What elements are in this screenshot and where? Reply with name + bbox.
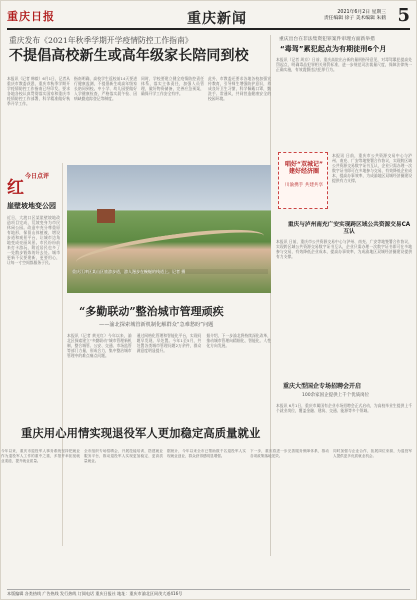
right-top-title: “毒驾”累犯起点为有期徒刑6个月 <box>280 44 387 53</box>
right-top-kicker: 重庆出台在非法集资犯罪案件审理方面新举措 <box>279 37 375 42</box>
pavilion-image <box>97 209 115 223</box>
top-story-body <box>7 76 271 162</box>
right-bottom-title: 重庆大型国企专场招聘会开启 <box>283 383 362 390</box>
text-column: 本报讯（记者 黄光红）今年以来，渝北区探索建立“多勤联动”城市管理新机制，整合城管、公安、交通、市场监管等部门力量，形成合力，集中整治城市管理中的难点痛点问题。 <box>67 333 132 359</box>
commentary-label: 今日点评 <box>25 173 50 180</box>
text-column: 下一步，重庆将进一步完善服务保障体系，推动各项政策落地见效。 <box>250 449 329 458</box>
text-column: 同时，学校要建立健全疫情防控责任体系，落实主体责任，加强人员管理，做好物资储备，完善应急预案，确保开学工作安全有序。 <box>141 76 204 97</box>
commentary-title: 崖壁坡地变公园 <box>7 202 56 210</box>
text-column: 据介绍，下一步渝北将持续深化改革，推动城市管理向精细化、智能化、人性化方向发展。 <box>206 333 272 349</box>
bottom-story-body <box>1 449 412 549</box>
special-topic-box <box>278 152 328 209</box>
top-story-kicker: 重庆发布《2021年秋季学期开学疫情防控工作指南》 <box>9 36 193 45</box>
right-mid-body: 本报讯 日前，重庆市公共资源交易中心与泸州、南充、广安等地签署合作协议，实现跨区域公共资源交易数字证书互认，企业只需办理一次数字证书即可在多地参与交易，有效降低企业成本，提高办事效率，为成渝地区双城经济圈建设提供有力支撑。 <box>276 239 412 259</box>
commentary-icon: 红 <box>7 178 24 198</box>
bottom-story-title: 重庆用心用情实现退役军人更加稳定高质量就业 <box>21 426 261 440</box>
text-column: 据统计，今年以来全市已帮助数千名退役军人实现就业创业，群众获得感明显增强。 <box>167 449 246 458</box>
text-column: 通过网格化管理和智能化平台，实现问题早发现、早处置。今年1至5月，共处置各类城市管理问题2万余件，群众满意度明显提升。 <box>136 333 202 354</box>
special-topic-subtitle: 川渝携手 共建共享 <box>284 183 324 188</box>
city-story-title: “多勤联动”整治城市管理顽疾 <box>79 305 224 318</box>
right-bottom-body: 本报讯 6月1日，重庆市属国有企业专场招聘会正式启动，为高校毕业生提供上千个就业岗位，覆盖金融、建筑、交通、能源等多个领域。 <box>276 403 412 413</box>
top-story-title: 不提倡高校新生或高年级家长陪同到校 <box>9 48 249 64</box>
text-column: 此外，市教委还要求各地各校加强宣传教育，引导师生增强防护意识，养成良好卫生习惯，科学佩戴口罩，勤洗手、常通风，共同营造健康安全的校园环境。 <box>208 76 271 102</box>
news-photo <box>67 165 271 293</box>
right-mid-title: 重庆与泸州南充广安实现跨区域公共资源交易CA互认 <box>287 222 411 235</box>
photo-caption: 重庆江津区某山区旅游步道，游人漫步在蜿蜒的栈道上。记者 摄 <box>72 269 268 274</box>
walkway-image <box>74 222 266 276</box>
city-story-subtitle: ——渝北探索城管新机制化解群众“急难愁盼”问题 <box>99 322 214 328</box>
newspaper-logo: 重庆日报 <box>7 10 55 23</box>
text-column: 今年以来，重庆市退役军人事务系统坚持把就业作为退役军人工作的重中之重，多措并举拓宽就业渠道，提升就业质量。 <box>1 449 80 463</box>
text-column: 指南明确，高校学生返校前14天要进行健康监测，不提倡新生或高年级家长陪同到校。中小学、幼儿园要做好入学健康检查，严格落实晨午检、因病缺勤追踪登记等制度。 <box>74 76 137 102</box>
right-top-body: 本报讯（记者 周京）日前，重庆高院出台新的量刑指导意见，对毒驾累犯提高处罚起点，明确毒品犯罪相关刑罚标准，进一步规范司法裁量尺度，保障法律统一正确实施，有效震慑违法犯罪行为。 <box>276 57 412 72</box>
right-bottom-subtitle: 100余家国企提供上千个优质岗位 <box>302 393 370 398</box>
page-number: 5 <box>397 5 410 26</box>
text-column: 全市组织专场招聘会，开展技能培训，搭建就业服务平台，推动退役军人实现更加稳定、更高质量就业。 <box>84 449 163 463</box>
side-text: 本报讯 日前，重庆市公共资源交易中心与泸州、南充、广安等地签署合作协议，实现跨区域公共资源交易数字证书互认，企业只需办理一次数字证书即可在多地参与交易，有效降低企业成本，提高办事效率，为成渝地区双城经济圈建设提供有力支撑。 <box>332 153 412 183</box>
date-edition: 2021年6月2日 星期三 责任编辑 徐子 美术编辑 朱鹤 <box>323 10 386 21</box>
commentary-body: 近日，大渡口区某崖壁坡地改造项目完成，荒坡变身为市民休闲公园。改造中充分尊重原有地形，保留山体植被，增设步道和观景平台，让城市边角地变成亮丽风景。市民纷纷前来打卡游玩，附近居民也多了一处散步锻炼的好去处。城市更新不仅要建新，更要用心，让每一寸空间都服务于民。 <box>7 215 60 265</box>
text-column: 本报讯（记者 韩毅）6月1日，记者从重庆市教委获悉，重庆市秋季学期开学疫情防控工作指南已经印发。要求各地各校认真贯彻落实国家和重庆市疫情防控工作部署，科学精准做好秋季开学工作。 <box>7 76 70 107</box>
text-column: 同时加强与企业合作，拓展岗位来源，为退役军人提供更多优质就业机会。 <box>333 449 412 458</box>
page-footer: 本版编辑 各类热线 广告热线 发行热线 订阅电话 重庆日报社 地址：重庆市渝北区同茂大道416号 <box>7 589 410 596</box>
right-top-story <box>276 35 412 145</box>
special-topic-title: 唱好“双城记” 建好经济圈 <box>285 161 323 175</box>
section-title: 重庆新闻 <box>187 11 247 27</box>
masthead <box>7 6 410 30</box>
top-story-header <box>7 35 271 68</box>
